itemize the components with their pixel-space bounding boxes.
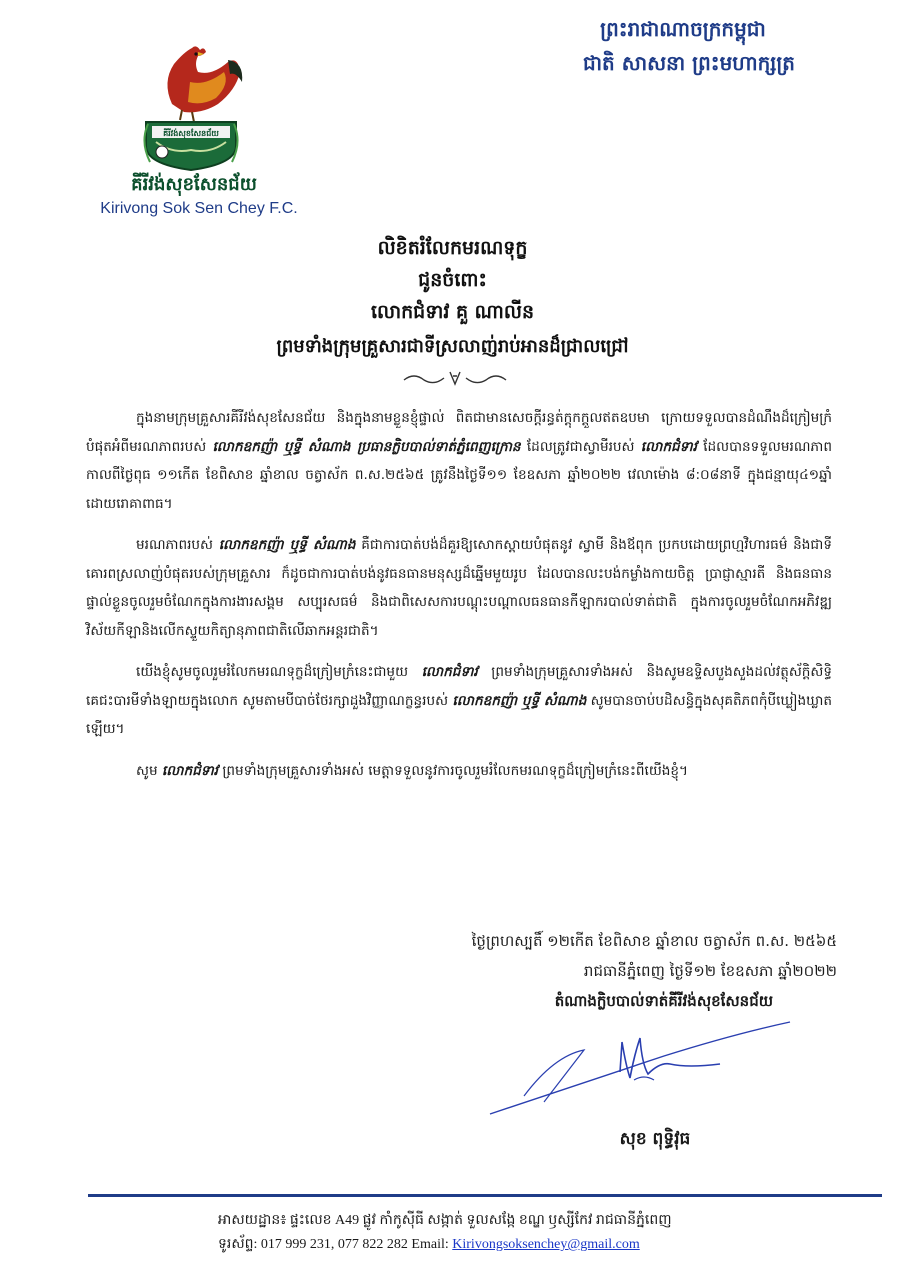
kingdom-name: ព្រះរាជាណាចក្រកម្ពុជា xyxy=(600,17,766,41)
paragraph-1 xyxy=(86,404,832,518)
paragraph-2 xyxy=(86,531,832,645)
text: មរណភាពរបស់ xyxy=(136,537,219,553)
text: ព្រមទាំងក្រុមគ្រួសារទាំងអស់ មេត្តាទទួលនូវការចូលរួមរំលែកមរណទុក្ខដ៏ក្រៀមក្រំនេះពីយើងខ្ញុំ។ xyxy=(218,762,689,779)
letter-title: លិខិតរំលែកមរណទុក្ខ xyxy=(377,237,528,259)
footer-contact xyxy=(218,1234,640,1255)
logo-ball xyxy=(156,146,168,158)
footer-divider xyxy=(88,1194,882,1197)
text: ដែលត្រូវជាស្វាមីរបស់ xyxy=(520,438,641,455)
date-place: រាជធានីភ្នំពេញ ថ្ងៃទី១២ ខែឧសភា ឆ្នាំ២០២២ xyxy=(583,962,837,980)
text: សូម xyxy=(136,762,162,779)
club-name-english: Kirivong Sok Sen Chey F.C. xyxy=(100,200,298,217)
signer-name: សុខ ពុទ្ធិវុធ xyxy=(619,1129,691,1149)
paragraph-3 xyxy=(86,658,832,744)
email-link[interactable]: Kirivongsoksenchey@gmail.com xyxy=(452,1237,640,1252)
text: សូមបានចាប់បដិសន្ធិក្នុងសុគតិភពកុំបីឃ្លៀងឃ្លាតឡើយ។ xyxy=(86,692,833,737)
letter-body xyxy=(86,404,832,798)
recipient-family: ព្រមទាំងក្រុមគ្រួសារជាទីស្រលាញ់រាប់អានដ៏ជ្រាលជ្រៅ xyxy=(276,336,629,357)
widow-title: លោកជំទាវ xyxy=(421,664,478,680)
handwritten-signature xyxy=(484,1016,794,1122)
paragraph-4 xyxy=(86,757,832,786)
recipient-name: លោកជំទាវ គួ ណាលីន xyxy=(370,301,535,323)
text: ដែលបានទទួលមរណភាពកាលពីថ្ងៃពុធ ១១កើត ខែពិសាខ ឆ្នាំខាល ចត្វាស័ក ព.ស.២៥៦៥ ត្រូវនឹងថ្ងៃទី១១ ខែឧសភា ឆ្នាំ២០២២ វេលាម៉ោង ៨:០៨នាទី ក្នុងជន្មាយុ៤១ឆ្នាំ ដោយរោគាពាធ។ xyxy=(86,438,832,512)
deceased-name: លោកឧកញ៉ា ឬទ្ធី សំណាង xyxy=(218,537,356,553)
rooster-emblem xyxy=(167,46,242,122)
deceased-name: លោកឧកញ៉ា ឬទ្ធី សំណាង ប្រធានក្លិបបាល់ទាត់ភ្នំពេញក្រោន xyxy=(212,438,521,455)
text: យើងខ្ញុំសូមចូលរួមរំលែកមរណទុក្ខដ៏ក្រៀមក្រំនេះជាមួយ xyxy=(136,664,422,680)
text: ព្រមទាំងក្រុមគ្រួសារទាំងអស់ និងសូមឧទ្ទិសបួងសួងដល់វត្ថុស័ក្តិសិទ្ធិ គេជះបារមីទាំងឡាយក្នុងលោក សូមតាមបីបាច់ថែរក្សាដួងវិញ្ញាណក្ខន្ធរបស់ xyxy=(86,664,832,709)
ornament-divider xyxy=(400,368,510,388)
signatory-title: តំណាងក្លិបបាល់ទាត់គីរីវង់សុខសែនជ័យ xyxy=(554,992,773,1010)
text: គឺជាការបាត់បង់ដ៏គួរឱ្យសោកស្តាយបំផុតនូវ ស្វាមី និងឪពុក ប្រកបដោយព្រហ្មវិហារធម៌ និងជាទីគោរពស្រលាញ់បំផុតរបស់ក្រុមគ្រួសារ ក៏ដូចជាការបាត់បង់នូវធនធានមនុស្សដ៏ឆ្នើមមួយរូប ដែលបានលះបង់កម្លាំងកាយចិត្ត ប្រាជ្ញាស្មារតី និងធនធានផ្ទាល់ខ្លួនចូលរួមចំណែកក្នុងការងារសង្គម សប្បុរសធម៌ និងជាពិសេសការបណ្តុះបណ្តាលធនធានកីឡាករបាល់ទាត់ជាតិ ក្នុងការចូលរួមចំណែកអភិវឌ្ឍវិស័យកីឡានិងលើកស្ទួយកិត្យានុភាពជាតិលើឆាកអន្តរជាតិ។ xyxy=(86,537,832,639)
footer-phone: ទូរស័ព្ទ: 017 999 231, 077 822 282 Email: xyxy=(218,1237,453,1252)
club-name-khmer: គីរីវង់សុខសែនជ័យ xyxy=(131,174,257,195)
widow-title: លោកជំទាវ xyxy=(161,762,218,779)
widow-title: លោកជំទាវ xyxy=(640,438,697,455)
footer-address: អាសយដ្ឋាន៖ ផ្ទះលេខ A49 ផ្លូវ កាំកូស៊ីធី សង្កាត់ ទួលសង្កែ ខណ្ឌ ឫស្សីកែវ រាជធានីភ្នំពេញ xyxy=(218,1213,672,1228)
date-lunar: ថ្ងៃព្រហស្បតិ៍ ១២កើត ខែពិសាខ ឆ្នាំខាល ចត្វាស័ក ព.ស. ២៥៦៥ xyxy=(471,932,837,950)
addressed-to: ជូនចំពោះ xyxy=(418,269,487,291)
logo-khmer-text: គីរីវង់សុខសែនជ័យ xyxy=(163,129,219,138)
text: ក្នុងនាមក្រុមគ្រួសារគីរីវង់សុខសែនជ័យ និងក្នុងនាមខ្លួនខ្ញុំផ្ទាល់ ពិតជាមានសេចក្តីរន្ធត់ក្តុកក្តួលឥតឧបមា ក្រោយទទួលបានដំណឹងដ៏ក្រៀមក្រំបំផុតអំពីមរណភាពរបស់ xyxy=(86,410,832,455)
national-motto: ជាតិ សាសនា ព្រះមហាក្សត្រ xyxy=(583,51,795,75)
club-logo xyxy=(132,42,250,172)
deceased-name: លោកឧកញ៉ា ឬទ្ធី សំណាង xyxy=(452,692,587,709)
